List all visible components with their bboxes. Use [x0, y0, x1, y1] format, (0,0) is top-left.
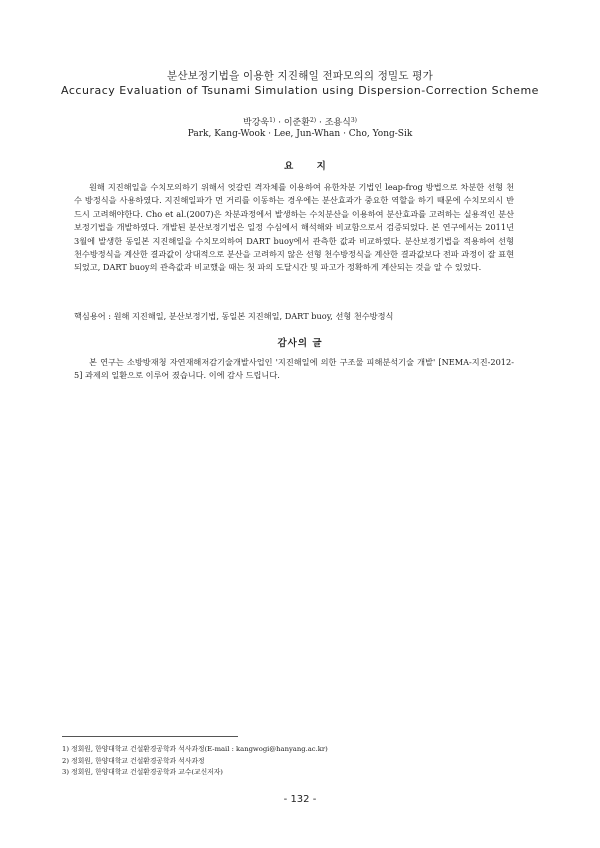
footnote: 3) 정회원, 한양대학교 건설환경공학과 교수(교신저자) [62, 768, 223, 776]
acknowledgement-text: 본 연구는 소방방재청 자연재해저감기술개발사업인 '지진해일에 의한 구조물 피해분석기술 개발' [NEMA-지진-2012-5] 과제의 일환으로 이루어 졌습니다. 이에 감사 드립니다. [74, 357, 514, 381]
abstract-heading: 요 지 [284, 161, 336, 172]
page-number: - 132 - [283, 794, 317, 805]
author-mark: 1) [269, 117, 276, 124]
title-english: Accuracy Evaluation of Tsunami Simulation using Dispersion-Correction Scheme [61, 84, 539, 97]
abstract-text: 원해 지진해일을 수치모의하기 위해서 엇갈린 격자체를 이용하여 유한차분 기법인 leap-frog 방법으로 차분한 선형 천수 방정식을 사용하였다. 지진해일파가 먼 거리를 이동하는 경우에는 분산효과가 중요한 역할을 하기 때문에 수치모의시 반드시 고려해야한다. Cho et al.(2007)은 차분과정에서 발생하는 수치분산을 이용하여 분산효과를 고려하는 실용적인 분산보정기법을 개발하였다. 개발된 분산보정기법은 일정 수심에서 해석해와 비교함으로서 검증되었다. 본 연구에서는 2011년 3월에 발생한 동일본 지진해일을 수치모의하여 DART buoy에서 관측한 값과 비교하였다. 분산보정기법을 적용하여 선형 천수방정식을 계산한 결과값이 상대적으로 분산을 고려하지 않은 선형 천수방정식을 계산한 결과값보다 전파 과정이 잘 표현되었고, DART buoy의 관측값과 비교했을 때는 첫 파의 도달시간 및 파고가 정확하게 계산되는 것을 알 수 있었다. [74, 182, 514, 273]
footnote: 2) 정회원, 한양대학교 건설환경공학과 석사과정 [62, 756, 205, 765]
author-name: 박강욱 [243, 118, 270, 128]
footnote-divider [62, 736, 238, 737]
footnotes [62, 744, 522, 779]
authors-korean [0, 115, 600, 128]
author-name: 이준환 [283, 118, 310, 128]
author-mark: 3) [350, 117, 357, 124]
acknowledgement-heading: 감사의 글 [277, 338, 323, 349]
author-separator: · [316, 118, 325, 128]
title-korean: 분산보정기법을 이용한 지진해일 전파모의의 정밀도 평가 [167, 70, 433, 82]
authors-english: Park, Kang-Wook · Lee, Jun-Whan · Cho, Yong-Sik [187, 129, 413, 139]
author-mark: 2) [309, 117, 317, 124]
author-separator: · [275, 118, 284, 128]
footnote: 1) 정회원, 한양대학교 건설환경공학과 석사과정(E-mail : kangwogi@hanyang.ac.kr) [62, 745, 328, 753]
keywords: 핵심용어 : 원해 지진해일, 분산보정기법, 동일본 지진해일, DART buoy, 선형 천수방정식 [74, 311, 394, 321]
author-name: 조용식 [324, 118, 351, 128]
